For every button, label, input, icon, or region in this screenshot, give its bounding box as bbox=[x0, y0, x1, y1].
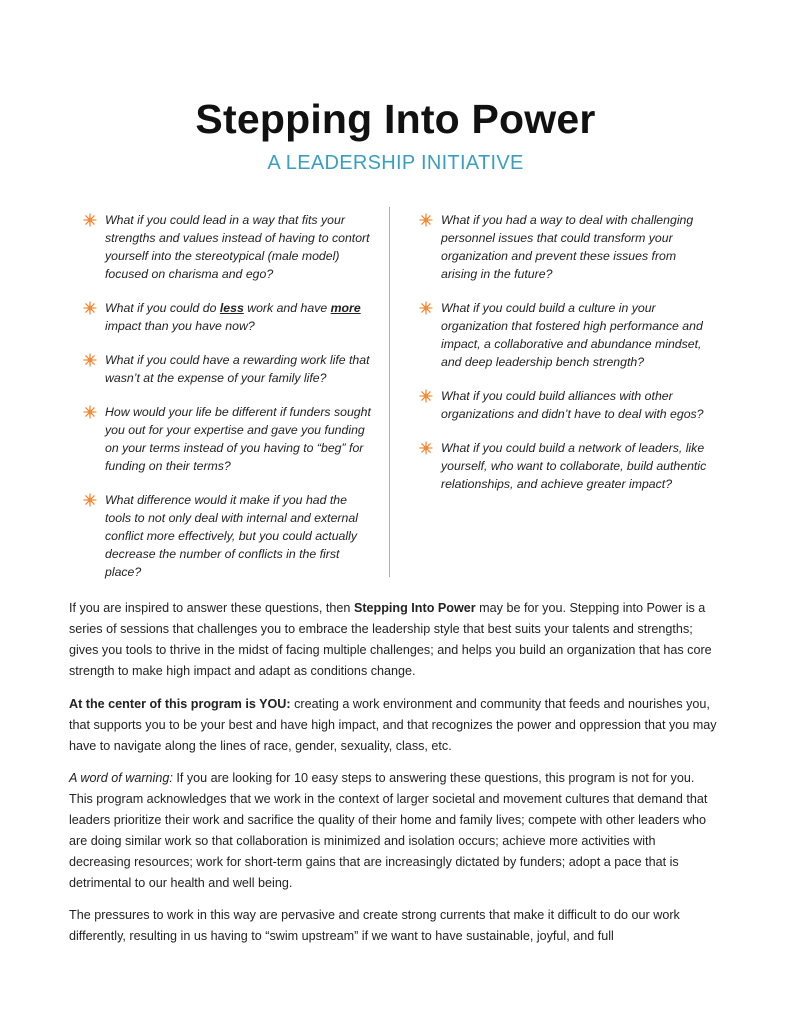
question-item bbox=[83, 491, 373, 581]
paragraph-lead: A word of warning: bbox=[69, 771, 173, 785]
paragraph-text: creating a work environment and community that feeds and nourishes you, that supports you to be your best and have high impact, and that recognizes the power and oppression that you may have to navigate along the lines of race, gender, sexuality, class, etc. bbox=[69, 697, 717, 753]
sunburst-bullet-icon bbox=[83, 301, 97, 315]
pressures-paragraph bbox=[69, 905, 719, 947]
question-text: What if you could lead in a way that fits your strengths and values instead of having to contort yourself into the stereotypical (male model) focused on charisma and ego? bbox=[105, 213, 370, 281]
sunburst-bullet-icon bbox=[419, 213, 433, 227]
intro-paragraph bbox=[69, 598, 719, 682]
questions-left-column bbox=[83, 211, 373, 597]
question-text: What difference would it make if you had the tools to not only deal with internal and external conflict more effectively, but you could actually decrease the number of conflicts in the first place? bbox=[105, 493, 358, 579]
paragraph-text: may be for you. Stepping into Power is a series of sessions that challenges you to embrace the leadership style that best suits your talents and strengths; gives you tools to thrive in the midst of facing multiple challenges; and helps you build an organization that has core strength to make high impact and adapt as conditions change. bbox=[69, 601, 712, 678]
paragraph-text: If you are inspired to answer these questions, then bbox=[69, 601, 354, 615]
sunburst-bullet-icon bbox=[83, 493, 97, 507]
sunburst-bullet-icon bbox=[419, 301, 433, 315]
question-item bbox=[419, 211, 709, 283]
question-text-part: work and have bbox=[243, 301, 331, 315]
program-name: Stepping Into Power bbox=[353, 601, 476, 615]
question-item bbox=[419, 299, 709, 371]
question-text: What if you could build a culture in your organization that fostered high performance and impact, a collaborative and abundance mindset, and deep leadership bench strength? bbox=[441, 301, 703, 369]
sunburst-bullet-icon bbox=[83, 213, 97, 227]
question-text-part: What if you could do bbox=[105, 301, 220, 315]
sunburst-bullet-icon bbox=[83, 405, 97, 419]
paragraph-text: If you are looking for 10 easy steps to answering these questions, this program is not for you. This program acknowledges that we work in the context of larger societal and movement cultures that demand that leaders prioritize their work and sacrifice the quality of their home and family lives; compete with other leaders who are doing similar work so that collaboration is minimized and isolation occurs; achieve more activities with decreasing resources; work for short-term gains that are increasingly dictated by funders; adopt a pace that is detrimental to our health and well being. bbox=[69, 771, 708, 890]
question-text: What if you had a way to deal with challenging personnel issues that could transform your organization and prevent these issues from arising in the future? bbox=[441, 213, 694, 281]
question-item bbox=[419, 387, 709, 423]
question-text-part: impact than you have now? bbox=[105, 319, 255, 333]
question-text: What if you could have a rewarding work life that wasn’t at the expense of your family life? bbox=[105, 353, 370, 385]
page-subtitle: A LEADERSHIP INITIATIVE bbox=[267, 152, 524, 174]
page-title: Stepping Into Power bbox=[195, 96, 596, 142]
question-text: What if you could build alliances with other organizations and didn’t have to deal with egos? bbox=[441, 389, 704, 421]
questions-right-column bbox=[419, 211, 709, 509]
emphasis-more: more bbox=[330, 301, 361, 315]
center-paragraph bbox=[69, 694, 719, 757]
question-text: How would your life be different if funders sought you out for your expertise and gave you funding on your terms instead of you having to “beg” for funding on their terms? bbox=[105, 405, 371, 473]
sunburst-bullet-icon bbox=[419, 441, 433, 455]
question-item bbox=[83, 299, 373, 335]
emphasis-less: less bbox=[219, 301, 244, 315]
warning-paragraph bbox=[69, 768, 719, 894]
question-item bbox=[83, 351, 373, 387]
paragraph-lead: At the center of this program is YOU: bbox=[69, 697, 291, 711]
question-item bbox=[83, 403, 373, 475]
paragraph-text: The pressures to work in this way are pervasive and create strong currents that make it difficult to do our work differently, resulting in us having to “swim upstream” if we want to have sustainable, joyful, and full bbox=[69, 908, 680, 943]
question-text: What if you could build a network of leaders, like yourself, who want to collaborate, build authentic relationships, and achieve greater impact? bbox=[441, 441, 707, 491]
sunburst-bullet-icon bbox=[83, 353, 97, 367]
question-item bbox=[83, 211, 373, 283]
question-item bbox=[419, 439, 709, 493]
column-divider bbox=[389, 207, 390, 577]
sunburst-bullet-icon bbox=[419, 389, 433, 403]
